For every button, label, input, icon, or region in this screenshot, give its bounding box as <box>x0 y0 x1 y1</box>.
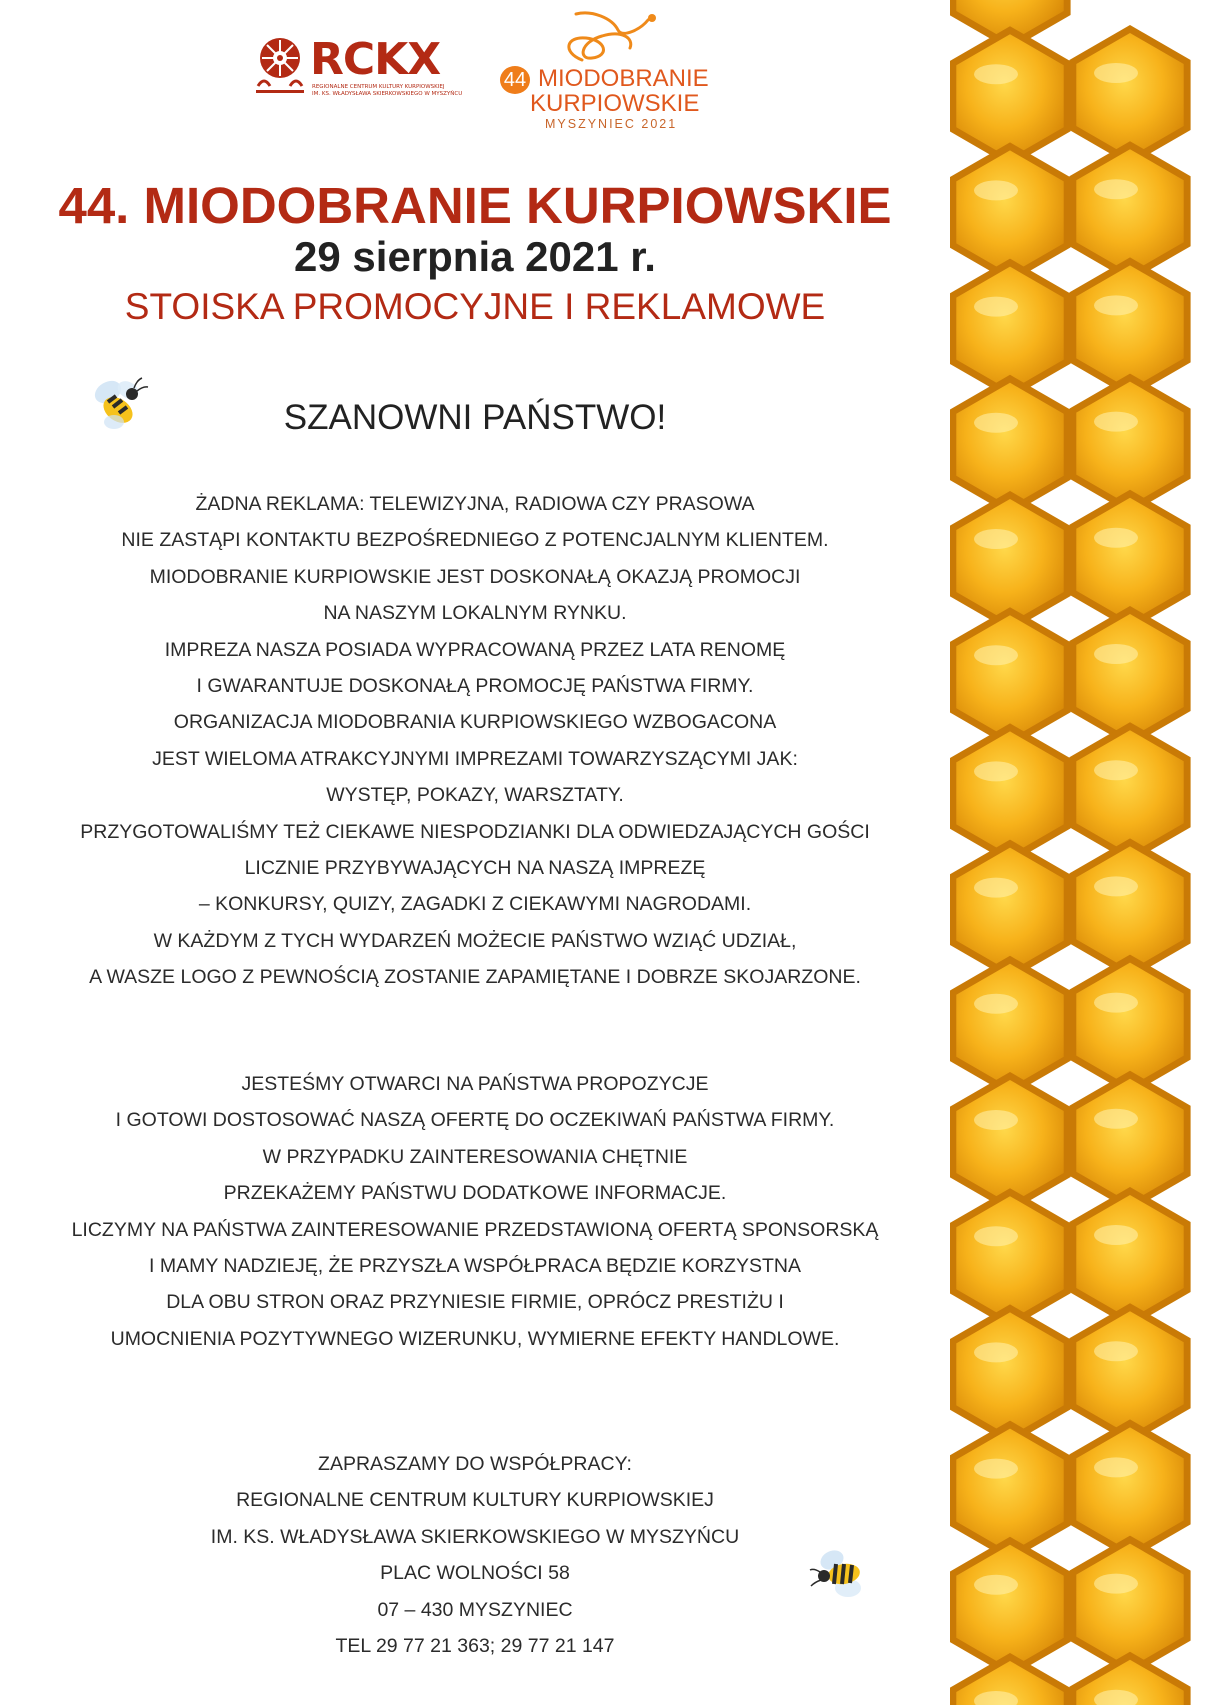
contact-phone: TEL 29 77 21 363; 29 77 21 147 <box>335 1635 615 1658</box>
honeycomb-highlight <box>1094 876 1138 896</box>
text-line: I GOTOWI DOSTOSOWAĆ NASZĄ OFERTĘ DO OCZEKIWAŃ PAŃSTWA FIRMY. <box>115 1109 835 1132</box>
text-line: W PRZYPADKU ZAINTERESOWANIA CHĘTNIE <box>262 1145 688 1168</box>
honeycomb-highlight <box>1094 1341 1138 1361</box>
honey-swirl-icon <box>552 8 662 66</box>
honeycomb-highlight <box>1094 63 1138 83</box>
folk-wheel-icon <box>252 34 308 96</box>
event-date: 29 sierpnia 2021 r. <box>294 233 656 280</box>
honeycomb-highlight <box>974 994 1018 1014</box>
honeycomb-highlight <box>974 1342 1018 1362</box>
honeycomb-highlight <box>974 529 1018 549</box>
text-line: ŻADNA REKLAMA: TELEWIZYJNA, RADIOWA CZY PRASOWA <box>195 493 755 515</box>
text-line: PRZYGOTOWALIŚMY TEŻ CIEKAWE NIESPODZIANKI DLA ODWIEDZAJĄCYCH GOŚCI <box>80 820 870 843</box>
logo-line-place-year: MYSZYNIEC 2021 <box>545 117 678 131</box>
honeycomb-highlight <box>1094 644 1138 664</box>
honeycomb-highlight <box>1094 412 1138 432</box>
text-line: JEST WIELOMA ATRAKCYJNYMI IMPREZAMI TOWARZYSZĄCYMI JAK: <box>152 747 798 770</box>
honeycomb-highlight <box>1094 1457 1138 1477</box>
honeycomb-highlight <box>1094 760 1138 780</box>
honeycomb-highlight <box>974 1226 1018 1246</box>
logo-line-miodobranie: MIODOBRANIE <box>538 65 709 92</box>
honeycomb-highlight <box>974 413 1018 433</box>
text-line: LICZYMY NA PAŃSTWA ZAINTERESOWANIE PRZEDSTAWIONĄ OFERTĄ SPONSORSKĄ <box>71 1218 879 1241</box>
honeycomb-highlight <box>1094 528 1138 548</box>
honeycomb-highlight <box>1094 295 1138 315</box>
text-line: PRZEKAŻEMY PAŃSTWU DODATKOWE INFORMACJE. <box>223 1182 727 1205</box>
honeycomb-highlight <box>1094 1574 1138 1594</box>
page-subtitle: STOISKA PROMOCYJNE I REKLAMOWE <box>124 286 826 327</box>
honeycomb-highlight <box>974 64 1018 84</box>
greeting-heading: SZANOWNI PAŃSTWO! <box>283 398 667 437</box>
logo-line-kurpiowskie: KURPIOWSKIE <box>530 90 700 117</box>
text-line: I GWARANTUJE DOSKONAŁĄ PROMOCJĘ PAŃSTWA FIRMY. <box>196 675 754 698</box>
honeycomb-highlight <box>1094 1109 1138 1129</box>
text-line: ORGANIZACJA MIODOBRANIA KURPIOWSKIEGO WZBOGACONA <box>173 711 777 734</box>
text-line: IMPREZA NASZA POSIADA WYPRACOWANĄ PRZEZ LATA RENOMĘ <box>164 638 786 661</box>
rckx-subtitle-line: IM. KS. WŁADYSŁAWA SKIERKOWSKIEGO W MYSZYŃCU <box>312 91 463 97</box>
edition-number-badge: 44 <box>500 66 530 94</box>
honeycomb-highlight <box>974 1459 1018 1479</box>
honeycomb-highlight <box>974 878 1018 898</box>
contact-organization: REGIONALNE CENTRUM KULTURY KURPIOWSKIEJ <box>236 1489 714 1512</box>
bee-icon <box>808 1544 872 1604</box>
text-line: WYSTĘP, POKAZY, WARSZTATY. <box>326 784 624 807</box>
honeycomb-highlight <box>974 1110 1018 1130</box>
page-title: 44. MIODOBRANIE KURPIOWSKIE <box>58 177 892 234</box>
text-line: NA NASZYM LOKALNYM RYNKU. <box>323 602 627 625</box>
honeycomb-highlight <box>974 761 1018 781</box>
text-line: LICZNIE PRZYBYWAJĄCYCH NA NASZĄ IMPREZĘ <box>244 857 706 880</box>
contact-organization-patron: IM. KS. WŁADYSŁAWA SKIERKOWSKIEGO W MYSZYŃCU <box>210 1525 740 1548</box>
rckx-subtitle-line: REGIONALNE CENTRUM KULTURY KURPIOWSKIEJ <box>312 84 445 90</box>
honeycomb-highlight <box>974 1575 1018 1595</box>
honeycomb-highlight <box>974 297 1018 317</box>
intro-paragraph <box>0 486 950 996</box>
offer-paragraph <box>0 1066 950 1357</box>
honeycomb-highlight <box>974 645 1018 665</box>
honeycomb-decoration <box>950 0 1206 1705</box>
honeycomb-highlight <box>1094 179 1138 199</box>
text-line: NIE ZASTĄPI KONTAKTU BEZPOŚREDNIEGO Z POTENCJALNYM KLIENTEM. <box>121 529 829 552</box>
rckx-subtitle <box>312 84 463 98</box>
honeycomb-highlight <box>974 180 1018 200</box>
text-line: – KONKURSY, QUIZY, ZAGADKI Z CIEKAWYMI NAGRODAMI. <box>198 893 752 916</box>
contact-postal-city: 07 – 430 MYSZYNIEC <box>377 1598 573 1621</box>
rckx-name: RCKX <box>310 34 441 85</box>
text-line: W KAŻDYM Z TYCH WYDARZEŃ MOŻECIE PAŃSTWO WZIĄĆ UDZIAŁ, <box>153 929 797 952</box>
honeycomb-highlight <box>1094 1225 1138 1245</box>
text-line: JESTEŚMY OTWARCI NA PAŃSTWA PROPOZYCJE <box>241 1073 709 1095</box>
honeycomb-highlight <box>1094 993 1138 1013</box>
text-line: MIODOBRANIE KURPIOWSKIE JEST DOSKONAŁĄ OKAZJĄ PROMOCJI <box>149 565 801 588</box>
text-line: DLA OBU STRON ORAZ PRZYNIESIE FIRMIE, OPRÓCZ PRESTIŻU I <box>166 1291 784 1314</box>
text-line: UMOCNIENIA POZYTYWNEGO WIZERUNKU, WYMIERNE EFEKTY HANDLOWE. <box>110 1327 840 1350</box>
text-line: A WASZE LOGO Z PEWNOŚCIĄ ZOSTANIE ZAPAMIĘTANE I DOBRZE SKOJARZONE. <box>89 966 861 989</box>
contact-heading: ZAPRASZAMY DO WSPÓŁPRACY: <box>318 1453 632 1475</box>
rckx-logo <box>252 34 463 106</box>
miodobranie-logo <box>500 8 730 133</box>
contact-street: PLAC WOLNOŚCI 58 <box>380 1562 570 1585</box>
text-line: I MAMY NADZIEJĘ, ŻE PRZYSZŁA WSPÓŁPRACA BĘDZIE KORZYSTNA <box>149 1255 801 1278</box>
